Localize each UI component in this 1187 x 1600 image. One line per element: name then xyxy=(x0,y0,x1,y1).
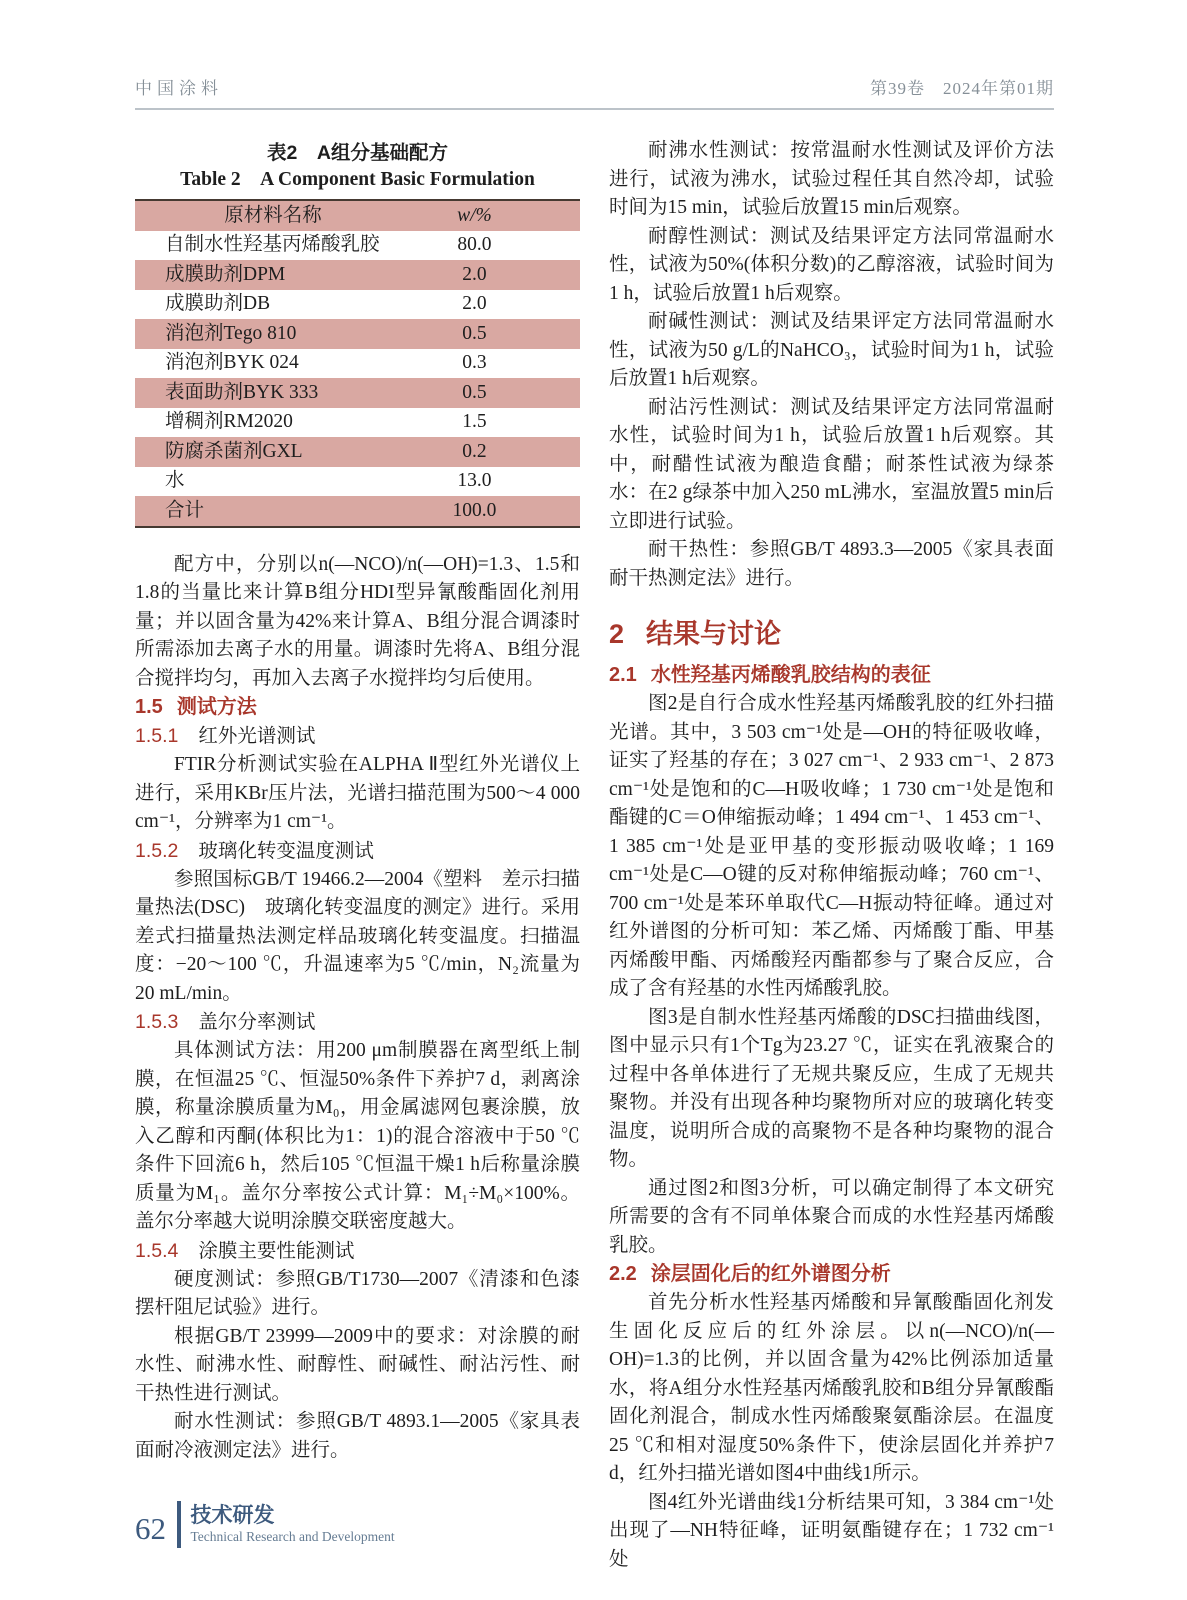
paragraph-dsc-curve: 图3是自制水性羟基丙烯酸的DSC扫描曲线图，图中显示只有1个Tg为23.27 ℃，证实在乳液聚合的过程中各单体进行了无规共聚反应，生成了无规共聚物。并没有出现各种均聚物所对应的玻璃化转变温度，说明所合成的高聚物不是各种均聚物的混合物。 xyxy=(609,1006,1054,1170)
footer-section-zh: 技术研发 xyxy=(190,1504,275,1527)
paragraph-gel-fraction: 具体测试方法：用200 μm制膜器在离型纸上制膜，在恒温25 ℃、恒湿50%条件下养护7 d，剥离涂膜，称量涂膜质量为M₀，用金属滤网包裹涂膜，放入乙醇和丙酮(体积比为1：1)的混合溶液中于50 ℃条件下回流6 h，然后105 ℃恒温干燥1 h后称量涂膜质量为M₁。盖尔分率按公式计算：M₁÷M₀×100%。盖尔分率越大说明涂膜交联密度越大。 xyxy=(135,1040,580,1232)
heading-number: 2 xyxy=(609,619,625,649)
heading-title: 涂层固化后的红外谱图分析 xyxy=(650,1263,891,1285)
issue-info: 第39卷 2024年第01期 xyxy=(870,79,1054,98)
table-row xyxy=(135,408,580,438)
heading-1-5 xyxy=(135,693,580,722)
material-value: 0.2 xyxy=(462,440,487,462)
paragraph-ir-analysis: 图2是自行合成水性羟基丙烯酸乳胶的红外扫描光谱。其中，3 503 cm⁻¹处是—OH的特征吸收峰，证实了羟基的存在；3 027 cm⁻¹、2 933 cm⁻¹、2 873 cm⁻¹处是饱和的C—H吸收峰；1 730 cm⁻¹处是饱和酯键的C＝O伸缩振动峰；1 494 cm⁻¹、1 453 cm⁻¹、1 385 cm⁻¹处是亚甲基的变形振动吸收峰；1 169 cm⁻¹处是C—O键的反对称伸缩振动峰；760 cm⁻¹、700 cm⁻¹处是苯环单取代C—H振动特征峰。通过对红外谱图的分析可知：苯乙烯、丙烯酸丁酯、甲基丙烯酸甲酯、丙烯酸羟丙酯都参与了聚合反应，合成了含有羟基的水性丙烯酸乳胶。 xyxy=(609,693,1054,999)
heading-1-5-4 xyxy=(135,1237,580,1266)
footer-section xyxy=(191,1504,395,1545)
heading-title: 测试方法 xyxy=(176,696,257,718)
paragraph-dry-heat: 耐干热性：参照GB/T 4893.3—2005《家具表面耐干热测定法》进行。 xyxy=(609,539,1054,589)
material-value: 100.0 xyxy=(452,499,497,521)
material-name: 消泡剂Tego 810 xyxy=(165,322,297,344)
page-header xyxy=(135,74,1054,110)
heading-number: 2.2 xyxy=(609,1263,637,1285)
journal-name: 中国涂料 xyxy=(135,79,223,98)
left-column xyxy=(135,137,580,1574)
material-name: 合计 xyxy=(165,499,205,521)
paragraph-fig4: 图4红外光谱曲线1分析结果可知，3 384 cm⁻¹处出现了—NH特征峰，证明氨酯键存在；1 732 cm⁻¹处 xyxy=(609,1491,1054,1570)
table-row xyxy=(135,467,580,497)
paragraph-alkali: 耐碱性测试：测试及结果评定方法同常温耐水性，试液为50 g/L的NaHCO₃，试验时间为1 h，试验后放置1 h后观察。 xyxy=(609,311,1054,389)
heading-1-5-2 xyxy=(135,837,580,866)
heading-number: 1.5.1 xyxy=(135,725,179,747)
material-value: 2.0 xyxy=(462,293,487,314)
heading-2-2 xyxy=(609,1260,1054,1289)
heading-number: 1.5 xyxy=(135,696,163,718)
footer-divider xyxy=(177,1501,181,1548)
right-column xyxy=(609,137,1054,1574)
table-row xyxy=(135,290,580,320)
table-header-row xyxy=(135,200,580,231)
heading-1-5-3 xyxy=(135,1008,580,1037)
material-name: 表面助剂BYK 333 xyxy=(165,381,319,403)
table-row xyxy=(135,378,580,408)
heading-title: 玻璃化转变温度测试 xyxy=(198,840,374,862)
material-value: 1.5 xyxy=(462,411,487,432)
paragraph-formulation: 配方中，分别以n(—NCO)/n(—OH)=1.3、1.5和1.8的当量比来计算B组分HDI型异氰酸酯固化剂用量；并以固含量为42%来计算A、B组分混合调漆时所需添加去离子水的用量。调漆时先将A、B组分混合搅拌均匀，再加入去离子水搅拌均匀后使用。 xyxy=(135,553,580,689)
heading-number: 1.5.4 xyxy=(135,1239,179,1262)
material-value: 2.0 xyxy=(462,263,487,285)
formulation-table xyxy=(135,199,580,528)
heading-title: 红外光谱测试 xyxy=(198,726,316,747)
paragraph-stain: 耐沾污性测试：测试及结果评定方法同常温耐水性，试验时间为1 h，试验后放置1 h后观察。其中，耐醋性试液为酿造食醋；耐茶性试液为绿茶水：在2 g绿茶中加入250 mL沸水，室温放置5 min后立即进行试验。 xyxy=(609,396,1054,532)
material-value: 80.0 xyxy=(457,234,492,255)
paragraph-boiling-water: 耐沸水性测试：按常温耐水性测试及评价方法进行，试液为沸水，试验过程任其自然冷却，试验时间为15 min，试验后放置15 min后观察。 xyxy=(609,140,1054,218)
material-name: 增稠剂RM2020 xyxy=(165,411,293,432)
two-column-body xyxy=(135,137,1054,1574)
table-caption-zh: 表2 A组分基础配方 xyxy=(267,142,448,164)
material-value: 0.3 xyxy=(462,352,487,373)
heading-number: 1.5.3 xyxy=(135,1011,179,1033)
material-name: 防腐杀菌剂GXL xyxy=(165,440,303,462)
material-name: 成膜助剂DPM xyxy=(165,263,286,285)
paragraph-dsc-method: 参照国标GB/T 19466.2—2004《塑料 差示扫描量热法(DSC) 玻璃化转变温度的测定》进行。采用差式扫描量热法测定样品玻璃化转变温度。扫描温度：−20～100 ℃，升温速率为5 ℃/min，N₂流量为20 mL/min。 xyxy=(135,868,580,1004)
table-row xyxy=(135,496,580,527)
table-row xyxy=(135,437,580,467)
column-header-material: 原材料名称 xyxy=(224,204,322,226)
page-number: 62 xyxy=(135,1511,166,1546)
column-header-wpct: w/% xyxy=(457,204,492,226)
table-row xyxy=(135,260,580,290)
table-row xyxy=(135,349,580,379)
paragraph-alcohol: 耐醇性测试：测试及结果评定方法同常温耐水性，试液为50%(体积分数)的乙醇溶液，试验时间为1 h，试验后放置1 h后观察。 xyxy=(609,225,1054,304)
heading-1-5-1 xyxy=(135,722,580,751)
material-value: 13.0 xyxy=(457,470,492,491)
table-row xyxy=(135,231,580,261)
page-footer xyxy=(135,1501,395,1548)
material-value: 0.5 xyxy=(462,322,487,344)
material-value: 0.5 xyxy=(462,381,487,403)
material-name: 自制水性羟基丙烯酸乳胶 xyxy=(165,234,380,255)
paragraph-requirements: 根据GB/T 23999—2009中的要求：对涂膜的耐水性、耐沸水性、耐醇性、耐碱性、耐沾污性、耐干热性进行测试。 xyxy=(135,1325,580,1404)
paragraph-curing: 首先分析水性羟基丙烯酸和异氰酸酯固化剂发生固化反应后的红外涂层。以n(—NCO)/n(—OH)=1.3的比例，并以固含量为42%比例添加适量水，将A组分水性羟基丙烯酸乳胶和B组分异氰酸酯固化剂混合，制成水性丙烯酸聚氨酯涂层。在温度25 ℃和相对湿度50%条件下，使涂层固化并养护7 d，红外扫描光谱如图4中曲线1所示。 xyxy=(609,1292,1054,1484)
table-caption-en: Table 2 A Component Basic Formulation xyxy=(180,169,535,190)
heading-number: 1.5.2 xyxy=(135,839,179,862)
material-name: 水 xyxy=(165,470,185,491)
material-name: 成膜助剂DB xyxy=(165,293,271,314)
heading-2 xyxy=(609,618,1054,650)
heading-title: 盖尔分率测试 xyxy=(198,1012,316,1033)
paragraph-ftir: FTIR分析测试实验在ALPHA Ⅱ型红外光谱仪上进行，采用KBr压片法，光谱扫描范围为500～4 000 cm⁻¹，分辨率为1 cm⁻¹。 xyxy=(135,754,580,832)
heading-title: 涂膜主要性能测试 xyxy=(198,1240,355,1262)
heading-number: 2.1 xyxy=(609,664,637,686)
paragraph-hardness: 硬度测试：参照GB/T1730—2007《清漆和色漆摆杆阻尼试验》进行。 xyxy=(135,1268,580,1318)
heading-2-1 xyxy=(609,661,1054,690)
footer-section-en: Technical Research and Development xyxy=(190,1529,395,1544)
heading-title: 结果与讨论 xyxy=(646,619,782,649)
paragraph-water-resistance: 耐水性测试：参照GB/T 4893.1—2005《家具表面耐冷液测定法》进行。 xyxy=(135,1411,580,1461)
paragraph-conclusion: 通过图2和图3分析，可以确定制得了本文研究所需要的含有不同单体聚合而成的水性羟基丙烯酸乳胶。 xyxy=(609,1177,1054,1256)
material-name: 消泡剂BYK 024 xyxy=(165,352,299,373)
table-row xyxy=(135,319,580,349)
heading-title: 水性羟基丙烯酸乳胶结构的表征 xyxy=(650,664,931,686)
